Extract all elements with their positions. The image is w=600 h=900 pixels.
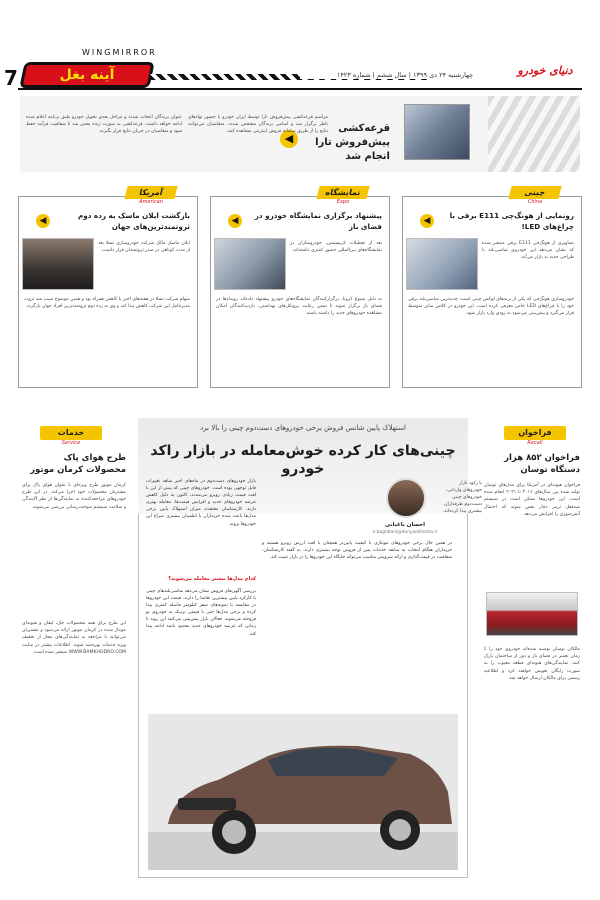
promo-text: مراسم قرعه‌کشی پیش‌فروش تارا توسط ایران خودرو با حضور نهادهای ناظر برگزار شد و اسامی برندگان مشخص شدند. متقاضیان می‌توانند نتایج را از طریق سامانه فروش اینترنتی مشاهده کنند. <box>188 115 328 134</box>
box-tag-america: آمریکا <box>124 186 177 199</box>
recall-title[interactable]: فراخوان ۸۵۲ هزار دستگاه توسان <box>504 453 580 475</box>
dateline: چهارشنبه ۲۴ دی ۱۳۹۹ | سال ششم | شماره ۱۴۲۳ <box>300 71 510 79</box>
recall-body: فراخوان هیوندای در آمریکا برای مدل‌های توسان تولید شده بین سال‌های ۲۰۱۶ تا ۲۰۲۱ انجام شده است. این خودروها ممکن است در سیستم ضدقفل ترمز دچار نقص شوند که احتمال آتش‌سوزی را افزایش می‌دهد. <box>484 483 580 517</box>
box-body-china: خودروسازی هونگ‌چی که یکی از برندهای لوکس چینی است، جدیدترین شاسی‌بلند برقی خود را با چراغ‌های LED خاص معرفی کرده است. این خودرو در کلاس سایز متوسط قرار می‌گیرد و پیش‌بینی می‌شود به زودی وارد بازار شود. <box>408 297 574 317</box>
tucson-photo <box>486 592 578 636</box>
author-avatar <box>386 478 426 518</box>
promo-headline[interactable]: قرعه‌کشی پیش‌فروش تارا انجام شد <box>315 123 390 162</box>
author-name: احسان باغبانی <box>385 522 425 528</box>
box-body-short-america: ایلان ماسک مالک شرکت خودروسازی تسلا بعد از مدت کوتاهی در صدر ثروتمندان قرار داشت. <box>98 241 190 254</box>
box-title-america[interactable]: بازگشت ایلان ماسک به رده دوم ثروتمندترین‌های جهان <box>77 211 190 231</box>
promo-text-secondary: عنوان برندگان انتخاب شدند و مراحل بعدی تحویل خودرو طبق برنامه اعلام شده ادامه خواهد داشت. قرعه‌کشی به صورت زنده پخش شد تا شفافیت فرآیند حفظ شود و متقاضیان در جریان نتایج قرار بگیرند. <box>26 115 182 134</box>
box-body-short-china: تصاویری از هونگ‌چی E111 برقی منتشر شده که نشان می‌دهد این خودروی شاسی‌بلند با طراحی جدید به بازار می‌آید. <box>482 241 574 261</box>
recall-tag-en: Recall <box>527 440 543 446</box>
box-tag-expo: نمایشگاه <box>316 186 369 199</box>
service-body-more: این طرح برای همه محصولات جک، لیفان و هیوندای مونتاژ شده در کرمان موتور ارائه می‌شود و مشتریان می‌توانند با مراجعه به نمایندگی‌های مجاز از تخفیف ویژه خدمات بهره‌مند شوند. اطلاعات بیشتر در سایت WWW.BAMKHODRO.COM منتشر شده است. <box>22 621 126 655</box>
brand-logo: دنیای خودرو <box>517 64 573 77</box>
main-lead: با رکود بازار خودروهای وارداتی، خودروهای چینی دست‌دوم طرفداران بیشتری پیدا کرده‌اند. <box>442 481 482 514</box>
service-tag-en: Service <box>61 440 81 446</box>
box-body-expo: به دلیل شیوع کرونا، برگزارکنندگان نمایشگاه‌های خودرو پیشنهاد داده‌اند رویدادها در فضای باز برگزار شوند تا ضمن رعایت پروتکل‌های بهداشتی، بازدیدکنندگان امکان مشاهده خودروهای جدید را داشته باشند. <box>216 297 382 317</box>
main-title[interactable]: چینی‌های کار کرده خوش‌معامله در بازار راکد خودرو <box>150 443 456 477</box>
main-subhead: کدام مدل‌ها بیشتر معامله می‌شوند؟ <box>168 576 256 582</box>
promo-photo <box>404 104 470 160</box>
box-body-short-expo: بعد از تعطیلات کریسمس، خودروسازان در نمایشگاه‌های بین‌المللی حضور کمتری داشته‌اند. <box>290 241 382 254</box>
box-tag-en-china: China <box>527 199 543 205</box>
wingmirror-label: WINGMIRROR <box>82 48 157 57</box>
author-email[interactable]: e.baghbani@donyaekhodro.ir <box>372 530 438 535</box>
main-column-b: بررسی آگهی‌های فروش نشان می‌دهد شاسی‌بلندهای چینی با کارکرد پایین بیشترین تقاضا را دارند. قیمت این خودروها در مقایسه با نمونه‌های صفر کیلومتر فاصله کمتری پیدا کرده و برخی مدل‌ها حتی با قیمتی نزدیک به خودروی نو فروخته می‌شوند. فعالان بازار پیش‌بینی می‌کنند این روند تا زمانی که عرضه خودروهای جدید محدود باشد ادامه پیدا کند. <box>146 589 256 637</box>
box-tag-en-expo: Expo <box>336 199 350 205</box>
spacer <box>318 464 319 465</box>
arrow-left-icon: ◀ <box>228 214 242 228</box>
box-tag-en-america: American <box>139 199 163 205</box>
section-title: آینه بغل <box>59 67 115 83</box>
recall-body-more: مالکان توسان توصیه شده‌اند خودروی خود را تا زمان تعمیر در فضای باز و دور از ساختمان پارک کنند. نمایندگی‌های هیوندای قطعه معیوب را به صورت رایگان تعویض خواهند کرد و اطلاعیه رسمی برای مالکان ارسال خواهد شد. <box>484 647 580 681</box>
service-body: کرمان موتور طرح ویژه‌ای با عنوان هوای پاک برای مشتریان محصولات خود اجرا می‌کند. در این طرح خودروهای مراجعه‌کننده به نمایندگی‌ها از نظر آلایندگی و سلامت سیستم سوخت‌رسانی بررسی می‌شوند. <box>22 483 126 510</box>
recall-tag: فراخوان <box>504 426 566 440</box>
header-rule <box>18 88 582 90</box>
main-column-a: بازار خودروهای دست‌دوم در ماه‌های اخیر شاهد تغییرات قابل توجهی بوده است. خودروهای چینی که پیش از این با افت قیمت زیادی روبرو می‌شدند، اکنون به دلیل کاهش عرضه خودروهای جدید و افزایش قیمت‌ها، معامله بهتری دارند. کارشناسان معتقدند میزان استهلاک پایین برخی مدل‌ها باعث شده خریداران با اطمینان بیشتری سراغ این خودروها بروند. <box>146 479 256 527</box>
box-tag-china: چینی <box>508 186 561 199</box>
box-title-expo[interactable]: پیشنهاد برگزاری نمایشگاه خودرو در فضای باز <box>254 211 382 231</box>
service-title[interactable]: طرح هوای پاک محصولات کرمان موتور <box>30 453 126 475</box>
box-photo-china <box>406 238 478 290</box>
box-body-america: سهام شرکت تسلا در هفته‌های اخیر با کاهش همراه بود و همین موضوع سبب شد ثروت مدیرعامل این شرکت کاهش پیدا کند و وی به رده دوم ثروتمندترین افراد جهان بازگردد. <box>24 297 190 310</box>
box-photo-expo <box>214 238 286 290</box>
main-column-c: در همین حال برخی خودروهای مونتاژی با کیفیت پایین‌تر همچنان با افت ارزش روبرو هستند و خریداران هنگام انتخاب به سابقه خدمات پس از فروش توجه بیشتری دارند. به گفته کارشناسان، شفافیت در قیمت‌گذاری و ارائه سرویس مناسب می‌تواند جایگاه این خودروها را در بازار تثبیت کند. <box>262 541 452 561</box>
service-tag: خدمات <box>40 426 102 440</box>
main-car-photo <box>148 714 458 870</box>
box-title-china[interactable]: رونمایی از هونگ‌چی E111 برقی با چراغ‌های LED! <box>449 211 574 231</box>
box-photo-america <box>22 238 94 290</box>
arrow-left-icon: ◀ <box>280 130 298 148</box>
main-kicker: استهلاک پایین شانس فروش برخی خودروهای دست‌دوم چینی را بالا برد <box>200 424 406 432</box>
arrow-left-icon: ◀ <box>420 214 434 228</box>
tire-tread-graphic <box>488 96 580 172</box>
arrow-left-icon: ◀ <box>36 214 50 228</box>
page-number: 7 <box>4 66 18 90</box>
section-masthead <box>19 62 155 88</box>
